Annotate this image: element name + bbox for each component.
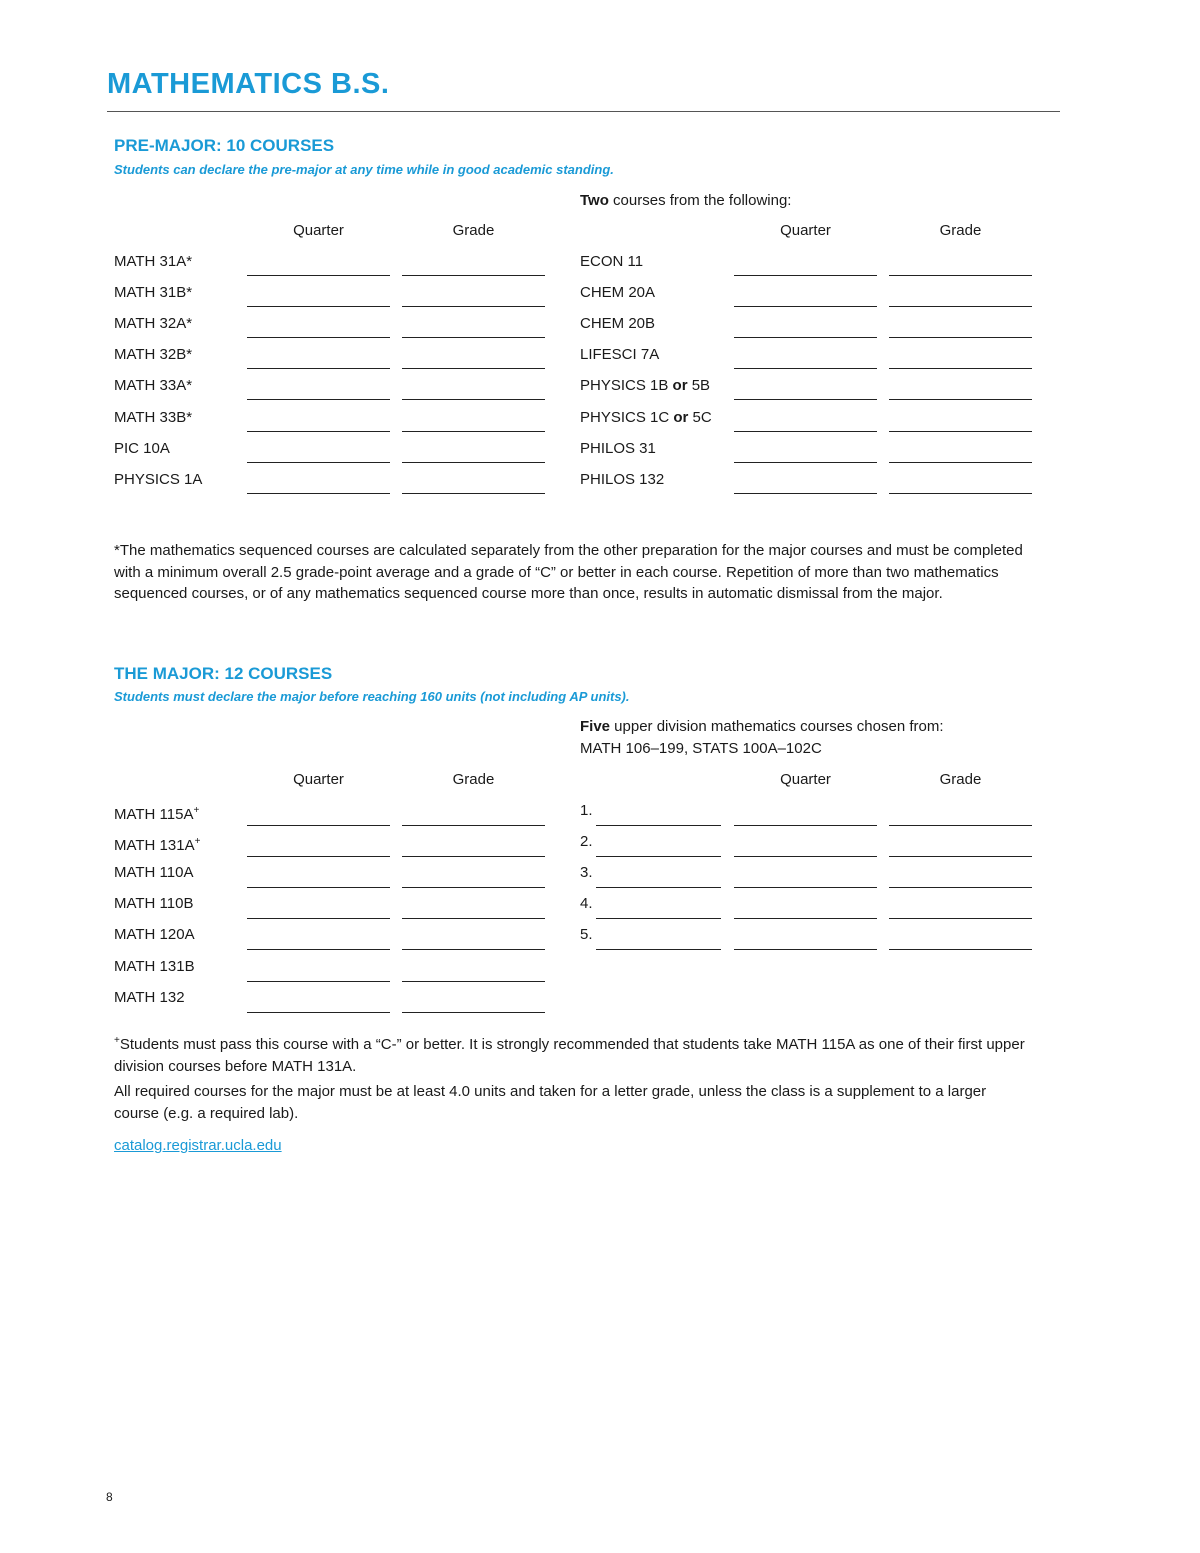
premajor-right-intro: Two courses from the following: — [580, 192, 792, 209]
premajor-right-blank[interactable] — [734, 368, 877, 369]
premajor-right-blank[interactable] — [734, 306, 877, 307]
major-right-blank[interactable] — [889, 887, 1032, 888]
major-left-blank[interactable] — [402, 949, 545, 950]
premajor-right-blank[interactable] — [889, 306, 1032, 307]
major-left-course: MATH 110A — [114, 864, 194, 882]
major-left-course: MATH 115A+ — [114, 805, 200, 823]
premajor-right-blank[interactable] — [889, 431, 1032, 432]
major-left-course: MATH 132 — [114, 988, 185, 1006]
major-left-course: MATH 131B — [114, 957, 195, 975]
premajor-right-blank[interactable] — [889, 493, 1032, 494]
premajor-left-blank[interactable] — [402, 462, 545, 463]
premajor-left-blank[interactable] — [247, 368, 390, 369]
premajor-left-blank[interactable] — [402, 399, 545, 400]
major-right-blank[interactable] — [734, 887, 877, 888]
premajor-right-course: PHYSICS 1B or 5B — [580, 377, 711, 395]
premajor-right-course: LIFESCI 7A — [580, 346, 660, 364]
major-right-quarter-header: Quarter — [780, 771, 831, 788]
premajor-left-blank[interactable] — [402, 337, 545, 338]
major-right-blank[interactable] — [734, 856, 877, 857]
major-right-intro: Five upper division mathematics courses chosen from: — [580, 718, 944, 735]
major-left-blank[interactable] — [247, 981, 390, 982]
major-right-blank[interactable] — [596, 825, 721, 826]
major-left-blank[interactable] — [247, 949, 390, 950]
major-left-blank[interactable] — [402, 856, 545, 857]
major-right-number: 5. — [580, 926, 593, 944]
premajor-left-blank[interactable] — [402, 431, 545, 432]
major-left-blank[interactable] — [247, 825, 390, 826]
premajor-left-blank[interactable] — [247, 431, 390, 432]
premajor-left-blank[interactable] — [402, 275, 545, 276]
premajor-right-course: PHYSICS 1C or 5C — [580, 408, 712, 426]
premajor-right-blank[interactable] — [734, 462, 877, 463]
premajor-left-course: MATH 31B* — [114, 284, 193, 302]
premajor-right-blank[interactable] — [889, 399, 1032, 400]
major-left-course: MATH 120A — [114, 926, 195, 944]
page-number: 8 — [106, 1490, 113, 1504]
premajor-left-quarter-header: Quarter — [293, 222, 344, 239]
major-left-grade-header: Grade — [452, 771, 495, 788]
major-right-blank[interactable] — [889, 856, 1032, 857]
premajor-right-blank[interactable] — [889, 275, 1032, 276]
major-right-number: 2. — [580, 833, 593, 851]
premajor-right-blank[interactable] — [734, 493, 877, 494]
premajor-right-blank[interactable] — [889, 462, 1032, 463]
major-left-blank[interactable] — [402, 887, 545, 888]
major-left-blank[interactable] — [402, 918, 545, 919]
major-note: Students must declare the major before reaching 160 units (not including AP units). — [114, 689, 630, 704]
title-divider — [107, 111, 1060, 112]
premajor-footnote: *The mathematics sequenced courses are calculated separately from the other preparation for the major courses and must be completed with a minimum overall 2.5 grade-point average and a grade of “C” or better in each course. Repetition of more than two mathematics sequenced courses, or of any mathematics sequenced course more than once, results in automatic dismissal from the major. — [114, 542, 1023, 602]
premajor-right-course: PHILOS 132 — [580, 470, 665, 488]
major-right-blank[interactable] — [734, 918, 877, 919]
premajor-left-blank[interactable] — [247, 493, 390, 494]
major-right-blank[interactable] — [889, 949, 1032, 950]
premajor-right-grade-header: Grade — [939, 222, 982, 239]
premajor-right-blank[interactable] — [889, 368, 1032, 369]
premajor-left-course: MATH 32A* — [114, 315, 193, 333]
major-left-blank[interactable] — [402, 825, 545, 826]
major-right-number: 4. — [580, 895, 593, 913]
major-left-blank[interactable] — [247, 856, 390, 857]
premajor-left-course: MATH 33B* — [114, 408, 193, 426]
major-left-course: MATH 131A+ — [114, 836, 201, 855]
premajor-right-course: CHEM 20A — [580, 284, 656, 302]
major-right-blank[interactable] — [596, 918, 721, 919]
major-right-blank[interactable] — [734, 949, 877, 950]
major-heading: THE MAJOR: 12 COURSES — [114, 664, 333, 683]
major-right-blank[interactable] — [889, 825, 1032, 826]
major-left-blank[interactable] — [247, 1012, 390, 1013]
premajor-left-course: MATH 33A* — [114, 377, 193, 395]
major-footnote: +Students must pass this course with a “C-” or better. It is strongly recommended that students take MATH 115A as one of their first upper division courses before MATH 131A. — [114, 1035, 1025, 1075]
premajor-left-blank[interactable] — [247, 275, 390, 276]
premajor-left-blank[interactable] — [402, 493, 545, 494]
premajor-heading: PRE-MAJOR: 10 COURSES — [114, 136, 335, 155]
premajor-left-blank[interactable] — [247, 399, 390, 400]
premajor-right-blank[interactable] — [734, 275, 877, 276]
premajor-left-blank[interactable] — [247, 462, 390, 463]
major-requirements: All required courses for the major must be at least 4.0 units and taken for a letter grade, unless the class is a supplement to a larger course (e.g. a required lab). — [114, 1083, 987, 1122]
major-right-blank[interactable] — [596, 887, 721, 888]
premajor-right-course: CHEM 20B — [580, 315, 656, 333]
premajor-right-quarter-header: Quarter — [780, 222, 831, 239]
major-left-quarter-header: Quarter — [293, 771, 344, 788]
premajor-left-course: PIC 10A — [114, 439, 170, 457]
premajor-right-blank[interactable] — [734, 337, 877, 338]
major-left-blank[interactable] — [247, 887, 390, 888]
premajor-right-course: ECON 11 — [580, 253, 644, 270]
major-right-blank[interactable] — [889, 918, 1032, 919]
major-right-blank[interactable] — [734, 825, 877, 826]
major-left-blank[interactable] — [247, 918, 390, 919]
premajor-note: Students can declare the pre-major at any time while in good academic standing. — [114, 162, 614, 177]
premajor-left-blank[interactable] — [247, 306, 390, 307]
major-left-course: MATH 110B — [114, 895, 194, 913]
premajor-left-blank[interactable] — [402, 306, 545, 307]
major-right-grade-header: Grade — [939, 771, 982, 788]
premajor-left-blank[interactable] — [247, 337, 390, 338]
premajor-left-course: MATH 32B* — [114, 346, 193, 364]
premajor-left-course: MATH 31A* — [114, 253, 193, 270]
premajor-left-course: PHYSICS 1A — [114, 470, 203, 488]
major-right-blank[interactable] — [596, 856, 721, 857]
premajor-right-blank[interactable] — [734, 431, 877, 432]
major-right-number: 1. — [580, 802, 593, 819]
premajor-right-blank[interactable] — [734, 399, 877, 400]
catalog-link[interactable]: catalog.registrar.ucla.edu — [114, 1137, 282, 1154]
major-left-blank[interactable] — [402, 1012, 545, 1013]
major-right-intro-line2: MATH 106–199, STATS 100A–102C — [580, 740, 822, 757]
page-title: MATHEMATICS B.S. — [107, 68, 390, 100]
major-left-blank[interactable] — [402, 981, 545, 982]
premajor-left-grade-header: Grade — [452, 222, 495, 239]
major-right-number: 3. — [580, 864, 593, 882]
premajor-right-blank[interactable] — [889, 337, 1032, 338]
major-right-blank[interactable] — [596, 949, 721, 950]
premajor-left-blank[interactable] — [402, 368, 545, 369]
premajor-right-course: PHILOS 31 — [580, 439, 656, 457]
